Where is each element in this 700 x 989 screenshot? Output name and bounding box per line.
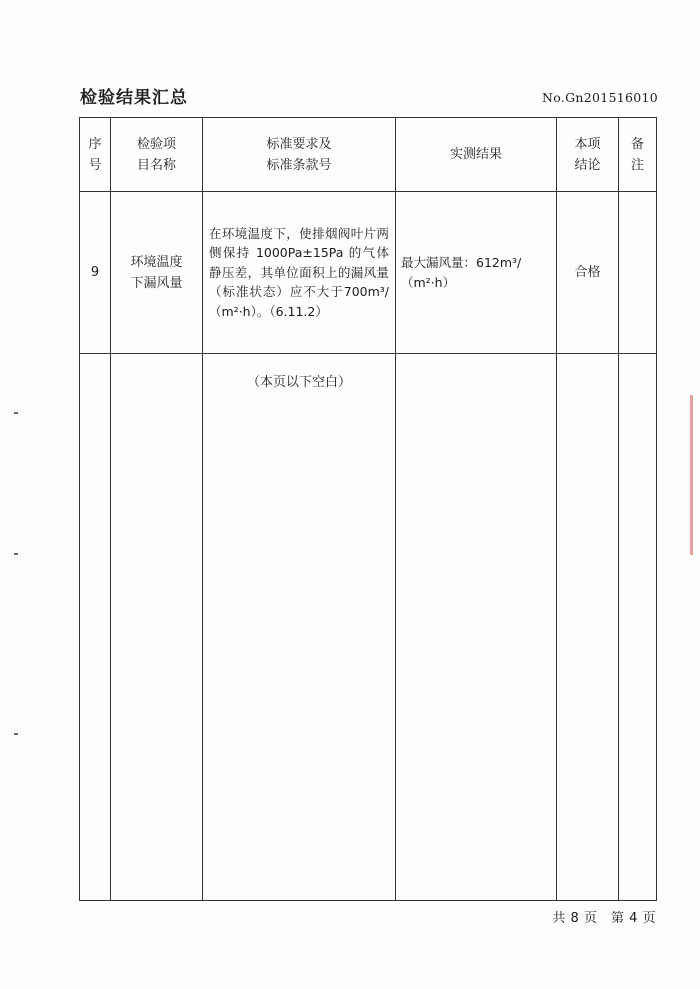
row-item-name-line1: 环境温度 — [130, 254, 183, 270]
seal-edge-mark — [690, 395, 693, 555]
col-header-item — [111, 118, 203, 192]
row-conclusion: 合格 — [557, 192, 619, 354]
blank-cell-measured — [396, 354, 557, 901]
doc-title: 检验结果汇总 — [80, 88, 188, 108]
results-table — [79, 117, 657, 901]
row-measured: 最大漏风量：612m³/（m²·h） — [396, 192, 557, 354]
scan-mark — [14, 412, 18, 414]
col-header-no-line2: 号 — [88, 157, 102, 173]
col-header-requirement — [203, 118, 396, 192]
col-header-no-line1: 序 — [88, 136, 102, 152]
col-header-measured — [396, 118, 557, 192]
col-header-requirement-line2: 标准条款号 — [266, 157, 332, 173]
col-header-requirement-line1: 标准要求及 — [266, 136, 332, 152]
blank-cell-requirement — [203, 354, 396, 901]
col-header-conclusion — [557, 118, 619, 192]
col-header-conclusion-line2: 结论 — [574, 157, 601, 173]
row-no: 9 — [80, 192, 111, 354]
col-header-remark — [619, 118, 657, 192]
table-row — [80, 192, 657, 354]
blank-cell-conclusion — [557, 354, 619, 901]
col-header-remark-line1: 备 — [630, 136, 644, 152]
scan-mark — [14, 553, 18, 555]
col-header-item-line1: 检验项 — [136, 136, 176, 152]
scan-mark — [14, 733, 18, 735]
row-remark — [619, 192, 657, 354]
page-counter: 共 8 页 第 4 页 — [552, 911, 656, 926]
blank-cell-no — [80, 354, 111, 901]
col-header-item-line2: 目名称 — [136, 157, 176, 173]
header-row — [80, 118, 657, 192]
blank-note: （本页以下空白） — [246, 375, 351, 390]
report-number: No.Gn201516010 — [541, 90, 658, 105]
blank-cell-remark — [619, 354, 657, 901]
row-requirement: 在环境温度下，使排烟阀叶片两侧保持 1000Pa±15Pa 的气体静压差，其单位面积上的漏风量（标准状态）应不大于700m³/（m²·h）。（6.11.2） — [203, 192, 396, 354]
col-header-conclusion-line1: 本项 — [574, 136, 601, 152]
row-item-name-line2: 下漏风量 — [130, 275, 183, 291]
col-header-remark-line2: 注 — [630, 157, 644, 173]
blank-row — [80, 354, 657, 901]
col-header-measured-line1: 实测结果 — [449, 147, 502, 162]
row-item-name — [111, 192, 203, 354]
blank-cell-item — [111, 354, 203, 901]
col-header-no — [80, 118, 111, 192]
